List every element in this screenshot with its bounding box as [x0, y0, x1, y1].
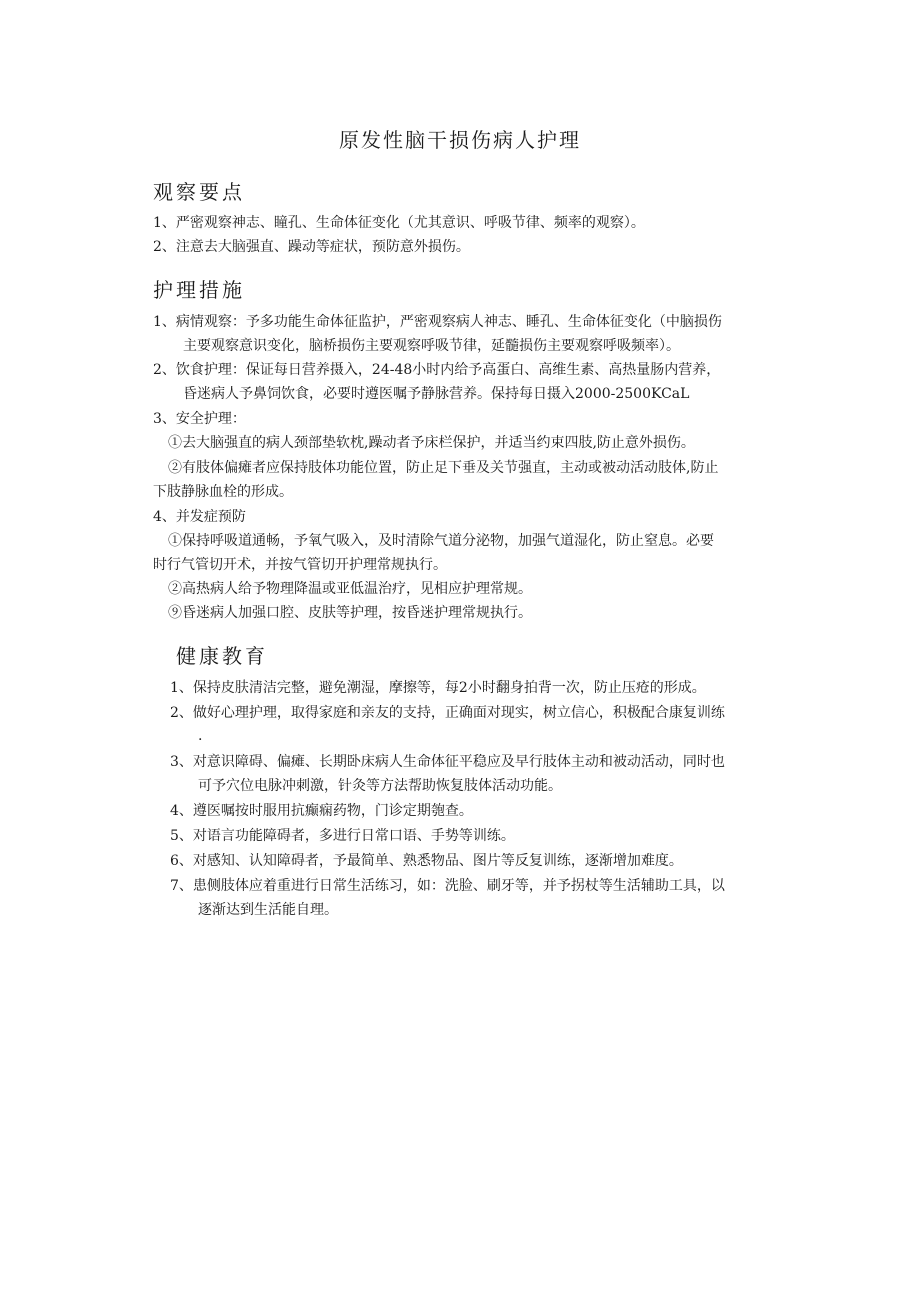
- section-heading-observation: 观察要点: [153, 180, 245, 204]
- nursing-item-3-sub-2: ②有肢体偏瘫者应保持肢体功能位置，防止足下垂及关节强直，主动或被动活动肢体,防止: [168, 460, 719, 476]
- section-heading-education: 健康教育: [176, 644, 268, 668]
- nursing-item-4-sub-1: ①保持呼吸道通畅，予氧气吸入，及时清除气道分泌物，加强气道湿化，防止窒息。必要: [168, 533, 714, 549]
- observation-item-2: 2、注意去大脑强直、躁动等症状，预防意外损伤。: [153, 239, 470, 255]
- education-item-3: 3、对意识障碍、偏瘫、长期卧床病人生命体征平稳应及早行肢体主动和被动活动，同时也: [170, 754, 725, 770]
- education-item-2: 2、做好心理护理，取得家庭和亲友的支持，正确面对现实，树立信心，积极配合康复训练: [170, 705, 725, 721]
- education-item-7: 7、患侧肢体应着重进行日常生活练习，如：洗脸、刷牙等，并予拐杖等生活辅助工具，以: [170, 878, 725, 894]
- education-item-3-cont: 可予穴位电脉冲刺激，针灸等方法帮助恢复肢体活动功能。: [198, 778, 562, 794]
- education-item-6: 6、对感知、认知障碍者，予最简单、熟悉物品、图片等反复训练，逐渐增加难度。: [170, 853, 683, 869]
- education-item-5: 5、对语言功能障碍者，多进行日常口语、手势等训练。: [170, 828, 515, 844]
- nursing-item-1-cont: 主要观察意识变化，脑桥损伤主要观察呼吸节律，延髓损伤主要观察呼吸频率）。: [183, 338, 680, 354]
- nursing-item-3: 3、安全护理：: [153, 411, 246, 427]
- education-item-2-cont: .: [198, 728, 203, 744]
- nursing-item-2: 2、饮食护理：保证每日营养摄入，24-48小时内给予高蛋白、高维生素、高热量肠内营养，: [153, 362, 721, 378]
- nursing-item-3-sub-1: ①去大脑强直的病人颈部垫软枕,躁动者予床栏保护，并适当约束四肢,防止意外损伤。: [168, 435, 695, 451]
- nursing-item-4: 4、并发症预防: [153, 509, 246, 525]
- nursing-item-1: 1、病情观察：予多功能生命体征监护，严密观察病人神志、睡孔、生命体征变化（中脑损伤: [153, 314, 722, 330]
- nursing-item-3-sub-2-cont: 下肢静脉血栓的形成。: [153, 484, 293, 500]
- section-heading-nursing: 护理措施: [153, 278, 245, 302]
- nursing-item-4-sub-2: ②高热病人给予物理降温或亚低温治疗，见相应护理常规。: [168, 581, 532, 597]
- document-title: 原发性脑干损伤病人护理: [339, 128, 581, 152]
- education-item-1: 1、保持皮肤清洁完整，避免潮湿，摩擦等，每2小时翻身拍背一次，防止压疮的形成。: [170, 680, 706, 696]
- nursing-item-4-sub-3: ⑨昏迷病人加强口腔、皮肤等护理，按昏迷护理常规执行。: [168, 605, 532, 621]
- education-item-7-cont: 逐渐达到生活能自理。: [198, 902, 338, 918]
- nursing-item-4-sub-1-cont: 时行气管切开术，并按气管切开护理常规执行。: [153, 557, 447, 573]
- observation-item-1: 1、严密观察神志、瞳孔、生命体征变化（尤其意识、呼吸节律、频率的观察）。: [153, 215, 645, 231]
- nursing-item-2-cont: 昏迷病人予鼻饲饮食，必要时遵医嘱予静脉营养。保持每日摄入2000-2500KCaL: [183, 386, 690, 402]
- education-item-4: 4、遵医嘱按时服用抗癫痫药物，门诊定期匏查。: [170, 803, 473, 819]
